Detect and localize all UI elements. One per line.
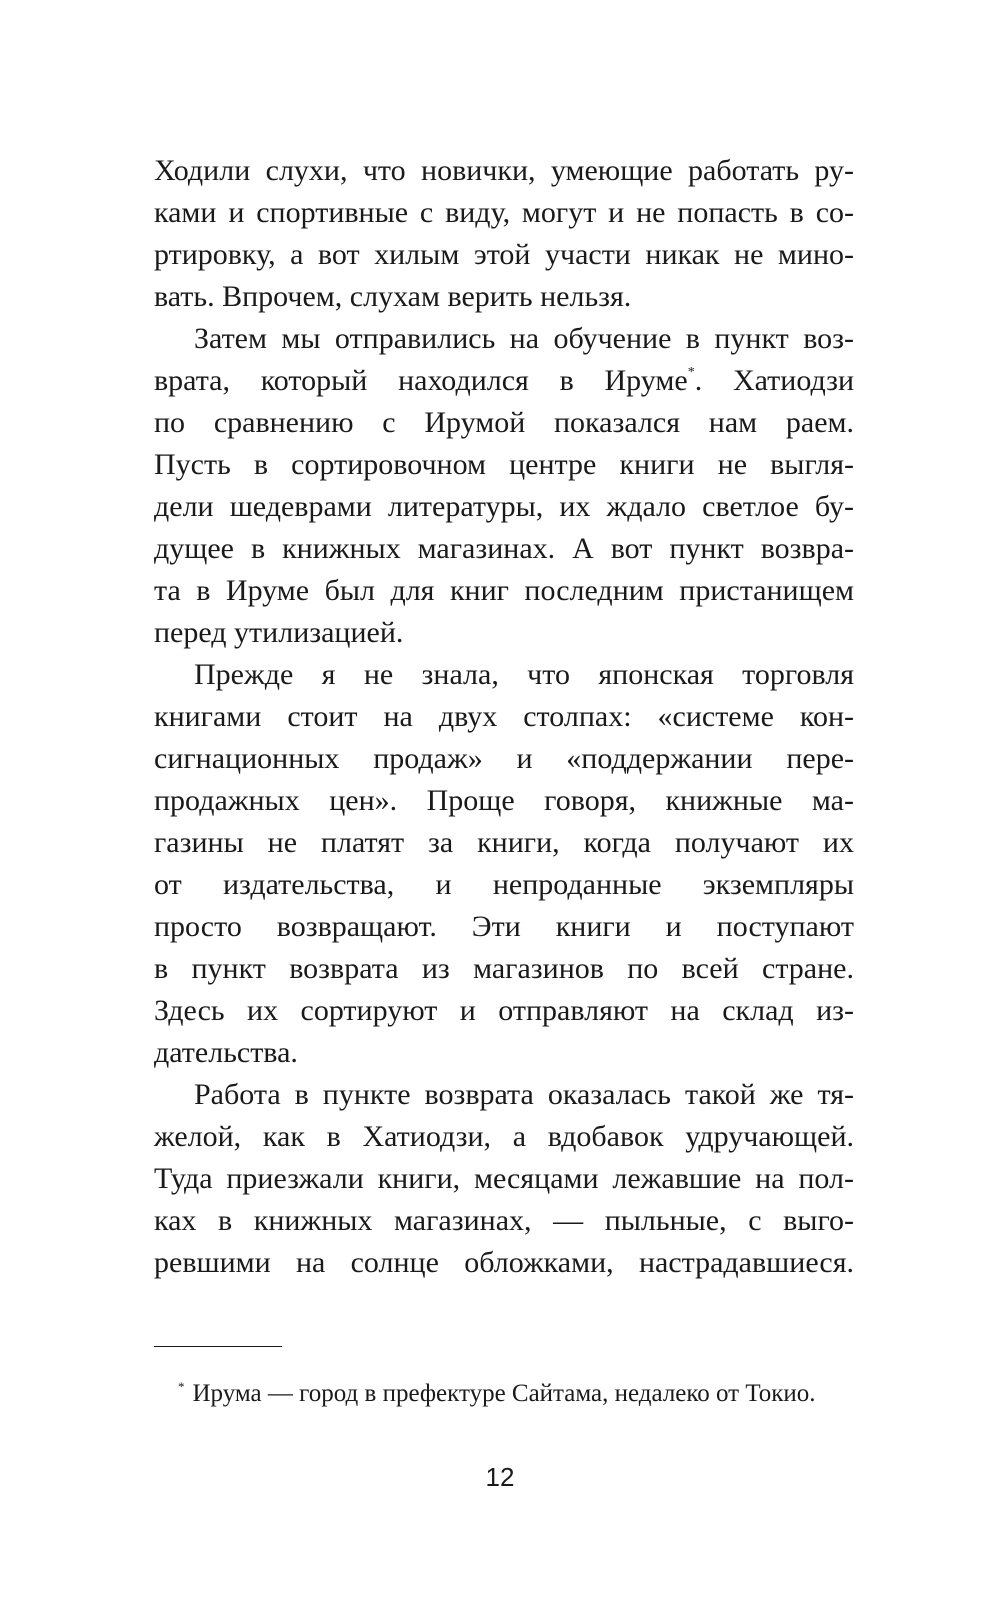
- text-line: [154, 360, 854, 402]
- footnote-divider: [154, 1346, 282, 1347]
- text-line: Туда приезжали книги, месяцами лежавшие на пол-: [154, 1162, 854, 1195]
- footnote-text: Ирума — город в префектуре Сайтама, недалеко от Токио.: [192, 1380, 816, 1407]
- text-line: желой, как в Хатиодзи, а вдобавок удручающей.: [154, 1120, 854, 1153]
- text-line: газины не платят за книги, когда получают их: [154, 826, 854, 859]
- text-line: Здесь их сортируют и отправляют на склад из-: [154, 994, 854, 1027]
- text-line: перед утилизацией.: [154, 616, 404, 649]
- text-line: в пункт возврата из магазинов по всей стране.: [154, 952, 854, 985]
- text-line: Работа в пункте возврата оказалась такой же тя-: [194, 1078, 854, 1111]
- text-line: от издательства, и непроданные экземпляры: [154, 868, 854, 901]
- text-line: ревшими на солнце обложками, настрадавшиеся.: [154, 1246, 854, 1279]
- text-line: продажных цен». Проще говоря, книжные ма-: [154, 784, 854, 817]
- text-line: ками и спортивные с виду, могут и не попасть в со-: [154, 196, 854, 229]
- text-line: Ходили слухи, что новички, умеющие работать ру-: [154, 154, 854, 187]
- footnote-reference: *: [687, 365, 695, 380]
- page-number: 12: [485, 1462, 515, 1492]
- text-line: Пусть в сортировочном центре книги не выгля-: [154, 448, 854, 481]
- text-line: книгами стоит на двух столпах: «системе кон-: [154, 700, 854, 733]
- text-line: Затем мы отправились на обучение в пункт воз-: [194, 322, 854, 355]
- body-text: [154, 150, 854, 1284]
- text-line: дательства.: [154, 1036, 298, 1069]
- text-line: дущее в книжных магазинах. А вот пункт возвра-: [154, 532, 854, 565]
- text-line: та в Ируме был для книг последним пристанищем: [154, 574, 854, 607]
- text-line: дели шедеврами литературы, их ждало светлое бу-: [154, 490, 854, 523]
- text-line: просто возвращают. Эти книги и поступают: [154, 910, 854, 943]
- text-line: вать. Впрочем, слухам верить нельзя.: [154, 280, 632, 313]
- footnote: [178, 1370, 816, 1411]
- text-fragment: врата, который находился в Ируме: [154, 364, 688, 397]
- text-fragment: . Хатиодзи: [694, 364, 854, 397]
- footnote-marker: *: [178, 1379, 185, 1394]
- text-line: Прежде я не знала, что японская торговля: [194, 658, 854, 691]
- text-line: по сравнению с Ирумой показался нам раем.: [154, 406, 854, 439]
- text-line: сигнационных продаж» и «поддержании пере-: [154, 742, 854, 775]
- text-line: ках в книжных магазинах, — пыльные, с выго-: [154, 1204, 854, 1237]
- text-line: ртировку, а вот хилым этой участи никак не мино-: [154, 238, 854, 271]
